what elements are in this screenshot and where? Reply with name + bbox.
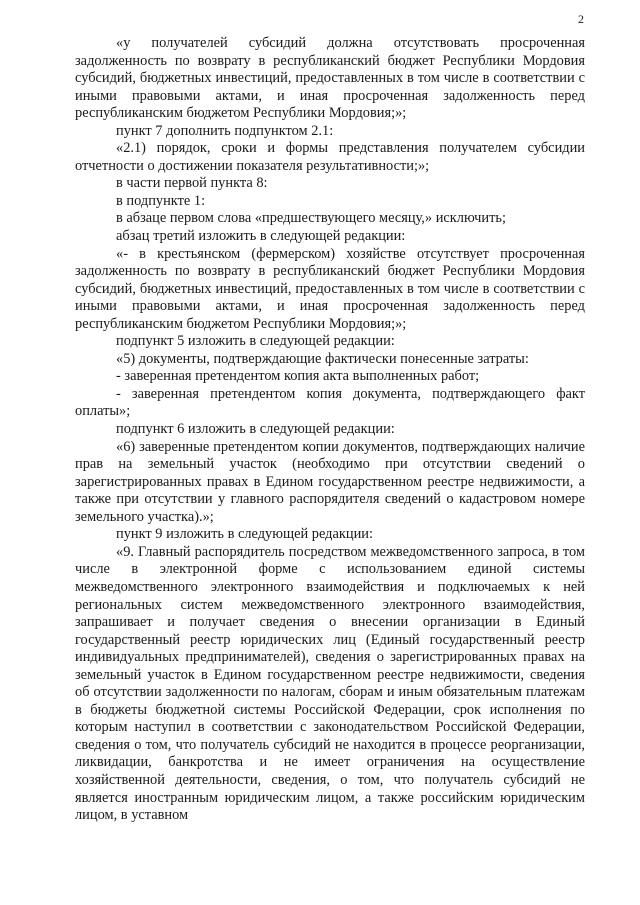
paragraph: пункт 7 дополнить подпунктом 2.1: <box>116 122 334 139</box>
paragraph: «- в крестьянском (фермерском) хозяйстве отсутствует просроченная задолженность по возврату в республиканский бюджет Республики Мордовия субсидий, бюджетных инвестиций, предоставленных в том числе в соответствии с иными правовыми актами, и иная просроченная задолженность перед республиканским бюджетом Республики Мордовия;»; <box>75 245 585 332</box>
paragraph: «у получателей субсидий должна отсутствовать просроченная задолженность по возврату в республиканский бюджет Республики Мордовия субсидий, бюджетных инвестиций, предоставленных в том числе в соответствии с иными правовыми актами, и иная просроченная задолженность перед республиканским бюджетом Республики Мордовия;»; <box>75 35 585 122</box>
paragraph: абзац третий изложить в следующей редакции: <box>116 228 406 245</box>
paragraph: пункт 9 изложить в следующей редакции: <box>116 526 373 543</box>
page-number: 2 <box>578 12 584 26</box>
paragraph: «2.1) порядок, сроки и формы представления получателем субсидии отчетности о достижении показателя результативности;»; <box>75 140 585 174</box>
paragraph: «6) заверенные претендентом копии документов, подтверждающих наличие прав на земельный участок (необходимо при отсутствии сведений о зарегистрированных правах в Едином государственном реестре недвижимости, а также при отсутствии у главного распорядителя сведений о кадастровом номере земельного участка).»; <box>75 438 585 525</box>
paragraph: «9. Главный распорядитель посредством межведомственного запроса, в том числе в электронной форме с использованием единой системы межведомственного электронного взаимодействия и подключаемых к ней региональных систем межведомственного электронного взаимодействия, запрашивает и получает сведения о внесении организации в Единый государственный реестр юридических лиц (Единый государственный реестр индивидуальных предпринимателей), сведения о зарегистрированных правах на земельный участок в Едином государственном реестре недвижимости, сведения об отсутствии задолженности по налогам, сборам и иным обязательным платежам в бюджеты бюджетной системы Российской Федерации, срок исполнения по которым наступил в соответствии с законодательством Российской Федерации, сведения о том, что получатель субсидий не находится в процессе реорганизации, ликвидации, банкротства и не имеет ограничения на осуществление хозяйственной деятельности, сведения, о том, что получатель субсидий не является иностранным юридическим лицом, а также российским юридическим лицом, в уставном <box>75 543 585 824</box>
paragraph: в абзаце первом слова «предшествующего месяцу,» исключить; <box>116 210 506 227</box>
paragraph: подпункт 5 изложить в следующей редакции: <box>116 333 395 350</box>
paragraph: подпункт 6 изложить в следующей редакции: <box>116 421 395 438</box>
paragraph: - заверенная претендентом копия акта выполненных работ; <box>116 368 480 385</box>
paragraph: в подпункте 1: <box>116 192 206 209</box>
paragraph: «5) документы, подтверждающие фактически понесенные затраты: <box>116 350 529 367</box>
paragraph: - заверенная претендентом копия документа, подтверждающего факт оплаты»; <box>75 385 585 420</box>
document-body <box>75 35 585 825</box>
paragraph: в части первой пункта 8: <box>116 175 268 192</box>
